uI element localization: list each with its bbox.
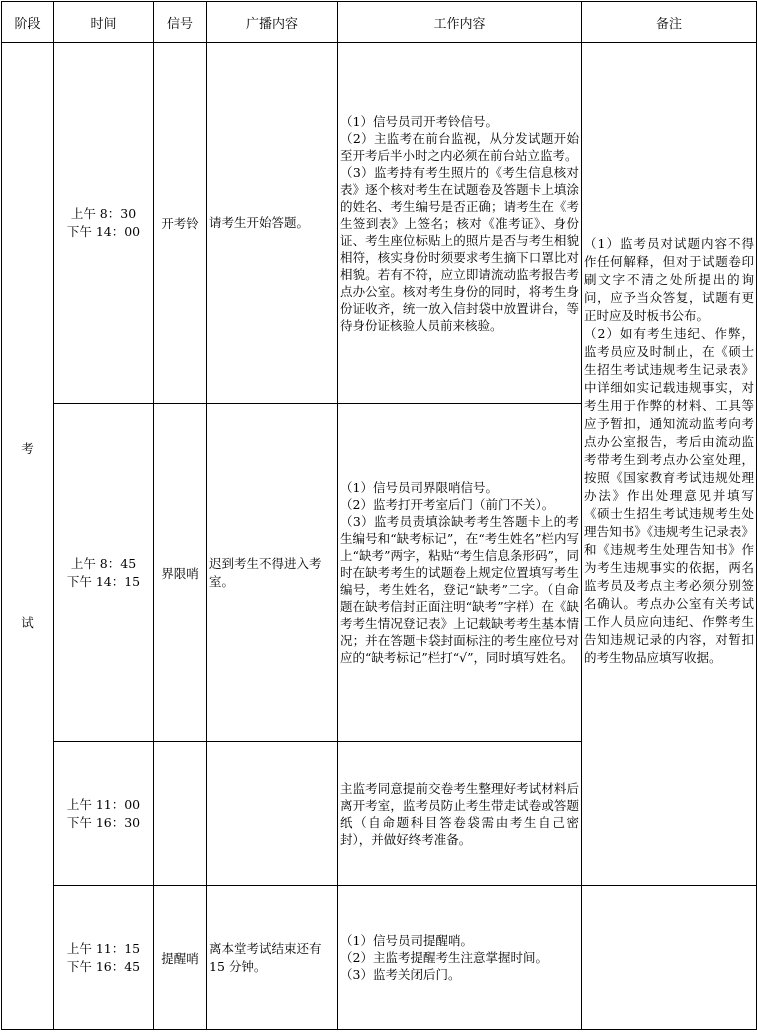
header-broadcast: 广播内容 [207, 2, 338, 43]
work-cell [338, 886, 582, 1030]
signal-cell: 提醒哨 [154, 886, 207, 1030]
signal-cell: 界限哨 [154, 404, 207, 742]
time-cell [54, 404, 154, 742]
stage-char: 试 [21, 615, 34, 630]
work-item: （2）监考打开考室后门（前门不关）。 [340, 497, 555, 512]
notes-cell [582, 43, 757, 886]
work-item: 主监考同意提前交卷考生整理好考试材料后离开考室，监考员防止考生带走试卷或答题纸（自命题科目答卷袋需由考生自己密封），并做好终考准备。 [340, 780, 579, 847]
broadcast-cell: 请考生开始答题。 [207, 43, 338, 404]
header-signal: 信号 [154, 2, 207, 43]
signal-cell [154, 742, 207, 886]
note-item: （1）监考员对试题内容不得作任何解释，但对于试题卷印刷文字不清之处所提出的询问，应予当众答复，试题有更正时应及时板书公布。 [584, 236, 754, 323]
time-cell [54, 886, 154, 1030]
header-notes: 备注 [582, 2, 757, 43]
time-afternoon: 下午 16：45 [66, 958, 141, 974]
work-cell [338, 742, 582, 886]
broadcast-cell: 离本堂考试结束还有 15 分钟。 [207, 886, 338, 1030]
time-afternoon: 下午 14：15 [66, 573, 141, 589]
time-morning: 上午 11：15 [66, 940, 141, 956]
broadcast-cell: 迟到考生不得进入考室。 [207, 404, 338, 742]
stage-cell [2, 43, 54, 1030]
notes-empty-cell [582, 886, 757, 1030]
work-item: （2）主监考在前台监视，从分发试题开始至开考后半小时之内必须在前台站立监考。 [340, 130, 579, 163]
time-cell [54, 742, 154, 886]
time-afternoon: 下午 16：30 [66, 814, 141, 830]
header-time: 时间 [54, 2, 154, 43]
work-item: （3）监考持有考生照片的《考生信息核对表》逐个核对考生在试题卷及答题卡上填涂的姓名、考生编号是否正确；请考生在《考生签到表》上签名；核对《准考证》、身份证、考生座位标贴上的照片是否与考生相貌相符，核实身份时须要求考生摘下口罩比对相貌。若有不符，应立即请流动监考报告考点办公室。核对考生身份的同时，将考生身份证收齐，统一放入信封袋中放置讲台，等待身份证核验人员前来核验。 [340, 164, 579, 333]
table-row [2, 43, 757, 404]
work-item: （1）信号员司开考铃信号。 [340, 113, 498, 129]
header-row [2, 2, 757, 43]
broadcast-cell [207, 742, 338, 886]
table-row [2, 886, 757, 1030]
work-item: （1）信号员司界限哨信号。 [340, 480, 498, 495]
work-cell [338, 43, 582, 404]
time-afternoon: 下午 14：00 [66, 224, 141, 239]
work-item: （2）主监考提醒考生注意掌握时间。 [340, 950, 548, 965]
time-morning: 上午 11：00 [66, 796, 141, 812]
stage-gap [4, 461, 51, 611]
stage-char: 考 [21, 441, 34, 456]
header-work: 工作内容 [338, 2, 582, 43]
work-cell [338, 404, 582, 742]
time-morning: 上午 8：30 [70, 206, 137, 221]
time-morning: 上午 8：45 [70, 555, 137, 571]
signal-cell: 开考铃 [154, 43, 207, 404]
header-stage: 阶段 [2, 2, 54, 43]
work-item: （3）监考员责填涂缺考考生答题卡上的考生编号和“缺考标记”，在“考生姓名”栏内写上“缺考”两字，粘贴“考生信息条形码”，同时在缺考考生的试题卷上规定位置填写考生编号，考生姓名，登记“缺考”二字。（自命题在缺考信封正面注明“缺考”字样）在《缺考考生情况登记表》上记载缺考考生基本情况；并在答题卡袋封面标注的考生座位号对应的“缺考标记”栏打“√”，同时填写姓名。 [340, 514, 579, 665]
work-item: （3）监考关闭后门。 [340, 967, 461, 982]
exam-procedure-table [1, 1, 757, 1030]
time-cell [54, 43, 154, 404]
work-item: （1）信号员司提醒哨。 [340, 933, 473, 948]
note-item: （2）如有考生违纪、作弊，监考员应及时制止，在《硕士生招生考试违规考生记录表》中详细如实记载违规事实，对考生用于作弊的材料、工具等应予暂扣，通知流动监考向考点办公室报告，考后由流动监考带考生到考点办公室处理，按照《国家教育考试违规处理办法》作出处理意见并填写《硕士生招生考试违规考生处理告知书》《违规考生记录表》和《违规考生处理告知书》作为考生违规事实的依据，两名监考员及考点主考必须分别签名确认。考点办公室有关考试工作人员应向违纪、作弊考生告知违规记录的内容，对暂扣的考生物品应填写收据。 [584, 326, 754, 665]
